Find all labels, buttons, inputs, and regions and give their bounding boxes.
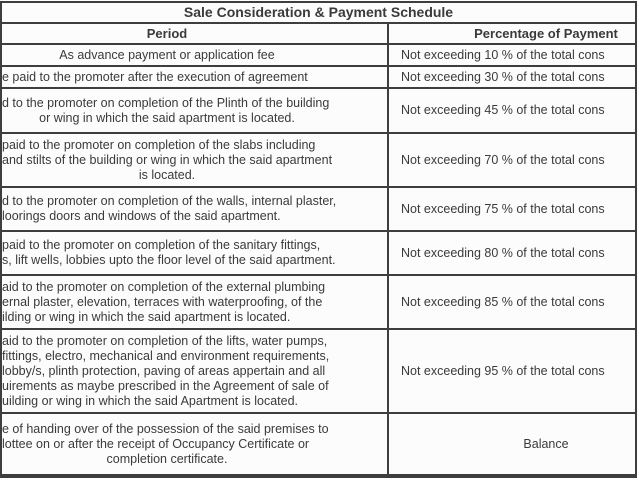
table-body	[2, 45, 635, 476]
period-line: d to the promoter on completion of the walls, internal plaster,	[2, 194, 337, 208]
period-line: fittings, electro, mechanical and environment requirements,	[2, 348, 330, 363]
percentage-cell	[389, 330, 635, 412]
percentage-cell	[389, 67, 635, 87]
payment-schedule-table	[0, 1, 637, 478]
table-row	[2, 134, 635, 188]
percentage-cell	[389, 89, 635, 132]
percentage-cell	[389, 188, 635, 230]
table-title-row	[2, 3, 635, 24]
period-cell	[2, 45, 389, 65]
period-line: d to the promoter on completion of the Plinth of the building	[2, 95, 330, 110]
percentage-column-header-cell	[389, 24, 635, 43]
period-cell	[2, 276, 389, 328]
table-header-row	[2, 24, 635, 45]
table-row	[2, 89, 635, 134]
period-cell	[2, 414, 389, 474]
period-line: aid to the promoter on completion of the lifts, water pumps,	[2, 333, 328, 348]
period-line: lobby/s, plinth protection, paving of areas appertain and all	[2, 363, 326, 378]
period-cell	[2, 330, 389, 412]
period-line: aid to the promoter on completion of the external plumbing	[2, 279, 326, 294]
period-line: ilding or wing in which the said apartment is located.	[2, 309, 291, 324]
table-row	[2, 45, 635, 67]
period-cell	[2, 188, 389, 230]
table-row	[2, 188, 635, 232]
percentage-column-header: Percentage of Payment	[474, 26, 618, 41]
percentage-value: Not exceeding 85 % of the total cons	[401, 294, 605, 309]
percentage-value: Not exceeding 80 % of the total cons	[401, 245, 605, 260]
percentage-value: Balance	[523, 436, 569, 451]
percentage-value: Not exceeding 70 % of the total cons	[401, 152, 605, 167]
period-line: uirements as maybe prescribed in the Agreement of sale of	[2, 378, 329, 393]
percentage-value: Not exceeding 95 % of the total cons	[401, 363, 605, 378]
period-line: and stilts of the building or wing in which the said apartment	[2, 152, 333, 167]
percentage-cell	[389, 276, 635, 328]
percentage-value: Not exceeding 10 % of the total cons	[401, 47, 605, 62]
period-line: As advance payment or application fee	[59, 47, 275, 62]
percentage-cell	[389, 414, 635, 474]
period-line: is located.	[138, 167, 196, 182]
period-line: or wing in which the said apartment is located.	[39, 110, 295, 125]
period-line: paid to the promoter on completion of the slabs including	[2, 137, 316, 152]
table-row	[2, 232, 635, 276]
table-row	[2, 276, 635, 330]
period-line: e paid to the promoter after the execution of agreement	[2, 69, 308, 84]
period-line: paid to the promoter on completion of the sanitary fittings,	[2, 238, 321, 252]
period-cell	[2, 89, 389, 132]
period-line: uilding or wing in which the said Apartment is located.	[2, 393, 298, 408]
period-cell	[2, 134, 389, 186]
period-line: completion certificate.	[106, 451, 228, 466]
period-line: lottee on or after the receipt of Occupancy Certificate or	[2, 436, 310, 451]
percentage-cell	[389, 232, 635, 274]
percentage-value: Not exceeding 30 % of the total cons	[401, 69, 605, 84]
period-cell	[2, 67, 389, 87]
period-line: e of handing over of the possession of the said premises to	[2, 421, 329, 436]
table-title: Sale Consideration & Payment Schedule	[183, 4, 454, 20]
period-column-header: Period	[146, 26, 188, 41]
table-row	[2, 330, 635, 414]
table-row	[2, 67, 635, 89]
period-column-header-cell	[2, 24, 389, 43]
percentage-value: Not exceeding 75 % of the total cons	[401, 201, 605, 216]
period-line: s, lift wells, lobbies upto the floor level of the said apartment.	[2, 253, 336, 267]
period-cell	[2, 232, 389, 274]
percentage-cell	[389, 134, 635, 186]
period-line: loorings doors and windows of the said apartment.	[2, 209, 281, 223]
table-row	[2, 414, 635, 476]
percentage-value: Not exceeding 45 % of the total cons	[401, 103, 605, 117]
percentage-cell	[389, 45, 635, 65]
period-line: ernal plaster, elevation, terraces with waterproofing, of the	[2, 294, 323, 309]
